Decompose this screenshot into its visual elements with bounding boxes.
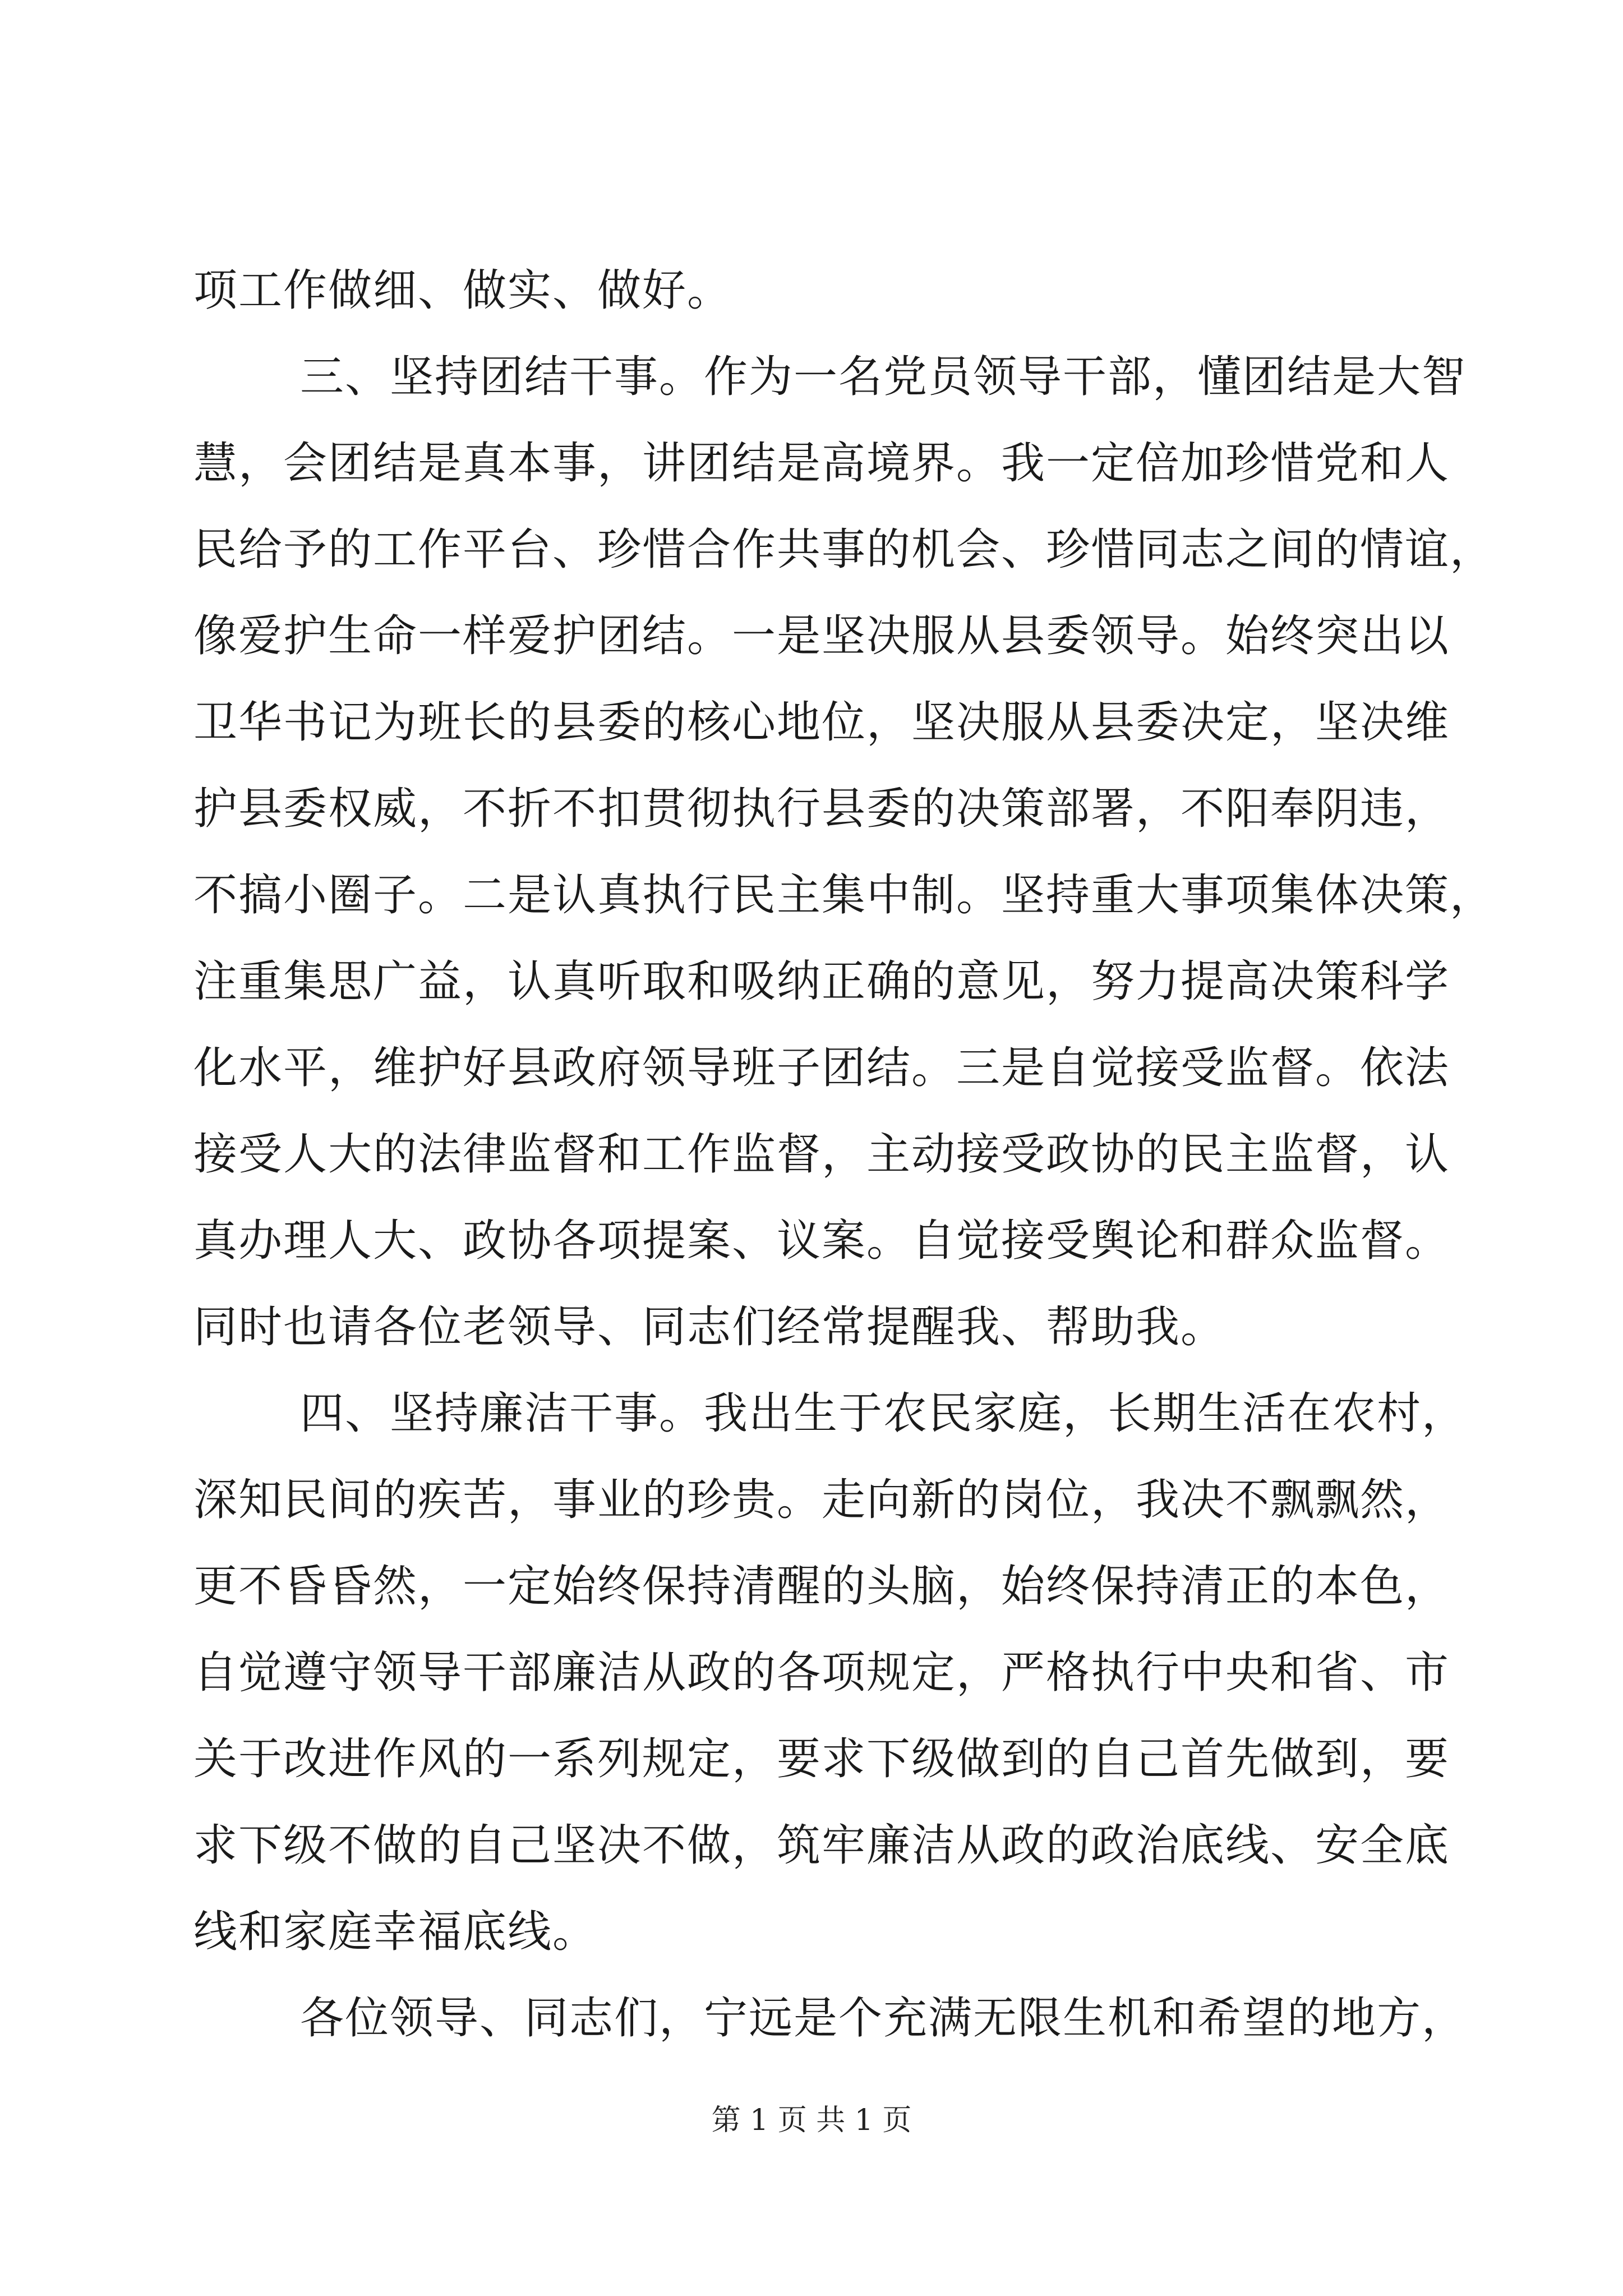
text-line: 注重集思广益，认真听取和吸纳正确的意见，努力提高决策科学: [193, 956, 1450, 1007]
text-line: 自觉遵守领导干部廉洁从政的各项规定，严格执行中央和省、市: [193, 1648, 1450, 1698]
text-line: 民给予的工作平台、珍惜合作共事的机会、珍惜同志之间的情谊，: [193, 524, 1495, 575]
text-line: 线和家庭幸福底线。: [193, 1907, 598, 1957]
text-line: 关于改进作风的一系列规定，要求下级做到的自己首先做到，要: [193, 1734, 1450, 1784]
text-line: 像爱护生命一样爱护团结。一是坚决服从县委领导。始终突出以: [193, 611, 1450, 661]
text-line: 求下级不做的自己坚决不做，筑牢廉洁从政的政治底线、安全底: [193, 1820, 1450, 1871]
text-line: 同时也请各位老领导、同志们经常提醒我、帮助我。: [193, 1302, 1226, 1352]
paragraph-3-start: 三、坚持团结干事。作为一名党员领导干部，懂团结是大智: [300, 352, 1467, 402]
text-line: 真办理人大、政协各项提案、议案。自觉接受舆论和群众监督。: [193, 1216, 1450, 1266]
text-line: 接受人大的法律监督和工作监督，主动接受政协的民主监督，认: [193, 1129, 1450, 1180]
text-line: 项工作做细、做实、做好。: [193, 265, 732, 316]
text-line: 深知民间的疾苦，事业的珍贵。走向新的岗位，我决不飘飘然，: [193, 1475, 1450, 1525]
text-line: 卫华书记为班长的县委的核心地位，坚决服从县委决定，坚决维: [193, 697, 1450, 748]
page-footer: 第 1 页 共 1 页: [711, 2104, 912, 2137]
text-line: 不搞小圈子。二是认真执行民主集中制。坚持重大事项集体决策，: [193, 870, 1495, 921]
text-line: 更不昏昏然，一定始终保持清醒的头脑，始终保持清正的本色，: [193, 1561, 1450, 1612]
text-line: 化水平，维护好县政府领导班子团结。三是自觉接受监督。依法: [193, 1043, 1450, 1093]
paragraph-4-start: 四、坚持廉洁干事。我出生于农民家庭，长期生活在农村，: [300, 1388, 1467, 1439]
text-line: 各位领导、同志们，宁远是个充满无限生机和希望的地方，: [300, 1993, 1467, 2044]
text-line: 护县委权威，不折不扣贯彻执行县委的决策部署，不阳奉阴违，: [193, 784, 1450, 834]
text-line: 慧，会团结是真本事，讲团结是高境界。我一定倍加珍惜党和人: [193, 438, 1450, 489]
